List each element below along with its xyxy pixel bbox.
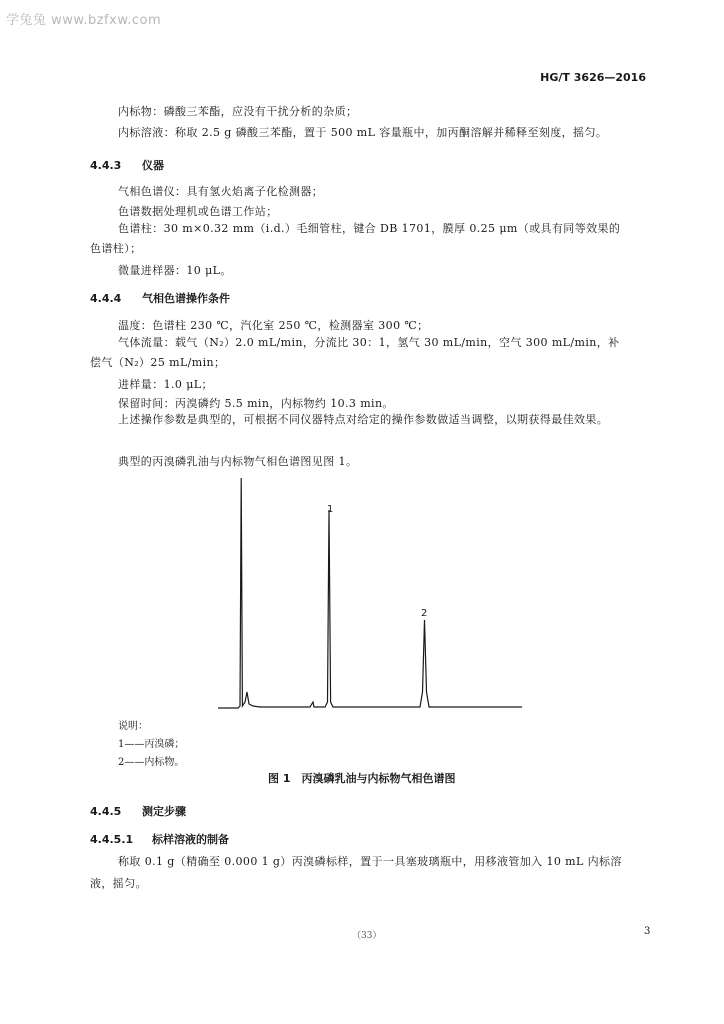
peak-1-label: 1 [327,504,334,515]
gas-flow-paragraph: 气体流量：载气（N₂）2.0 mL/min，分流比 30：1，氢气 30 mL/min，空气 300 mL/min，补偿气（N₂）25 mL/min； [90,336,620,369]
temperature-line: 温度：色谱柱 230 ℃，汽化室 250 ℃，检测器室 300 ℃； [118,319,429,332]
gc-instrument-line: 气相色谱仪：具有氢火焰离子化检测器； [118,185,324,198]
chromatogram-trace [218,478,522,708]
section-heading-4-4-5 [90,803,186,819]
section-title: 测定步骤 [142,805,186,818]
footer-code: （33） [352,931,382,941]
column-paragraph: 色谱柱：30 m×0.32 mm（i.d.）毛细管柱，键合 DB 1701，膜厚 0.25 μm（或具有同等效果的色谱柱）； [90,222,621,255]
standard-solution-prep-paragraph: 称取 0.1 g（精确至 0.000 1 g）丙溴磷标样，置于一具塞玻璃瓶中，用移液管加入 10 mL 内标溶液，摇匀。 [90,855,622,890]
section-heading-4-4-5-1 [90,831,229,847]
peak-2-label: 2 [421,608,428,619]
section-heading-4-4-3 [90,157,164,173]
data-system-line: 色谱数据处理机或色谱工作站； [118,205,278,218]
retention-line: 保留时间：丙溴磷约 5.5 min，内标物约 10.3 min。 [118,397,394,410]
figure-caption: 图 1 丙溴磷乳油与内标物气相色谱图 [268,772,456,785]
watermark: 学兔兔 www.bzfxw.com [6,13,162,28]
injection-line: 进样量：1.0 μL； [118,378,213,391]
section-number: 4.4.3 [90,159,122,172]
syringe-line: 微量进样器：10 μL。 [118,264,232,277]
chromatogram-figure [200,470,530,715]
typical-chromatogram-line: 典型的丙溴磷乳油与内标物气相色谱图见图 1。 [118,455,358,468]
section-title: 标样溶液的制备 [152,833,229,846]
legend-title: 说明： [118,721,148,732]
page-number: 3 [644,926,651,937]
standard-number: HG/T 3626—2016 [540,71,646,84]
section-title: 仪器 [142,159,164,172]
legend-item-2: 2——内标物。 [118,757,185,768]
internal-standard-solution-line: 内标溶液：称取 2.5 g 磷酸三苯酯，置于 500 mL 容量瓶中，加丙酮溶解并稀释至刻度，摇匀。 [118,126,608,139]
section-number: 4.4.5.1 [90,833,134,846]
internal-standard-line: 内标物：磷酸三苯酯，应没有干扰分析的杂质； [118,105,358,118]
section-number: 4.4.5 [90,805,122,818]
section-number: 4.4.4 [90,292,122,305]
section-title: 气相色谱操作条件 [142,292,230,305]
legend-item-1: 1——丙溴磷； [118,739,185,750]
section-heading-4-4-4 [90,290,230,306]
typical-parameters-paragraph: 上述操作参数是典型的，可根据不同仪器特点对给定的操作参数做适当调整，以期获得最佳效果。 [118,413,609,426]
